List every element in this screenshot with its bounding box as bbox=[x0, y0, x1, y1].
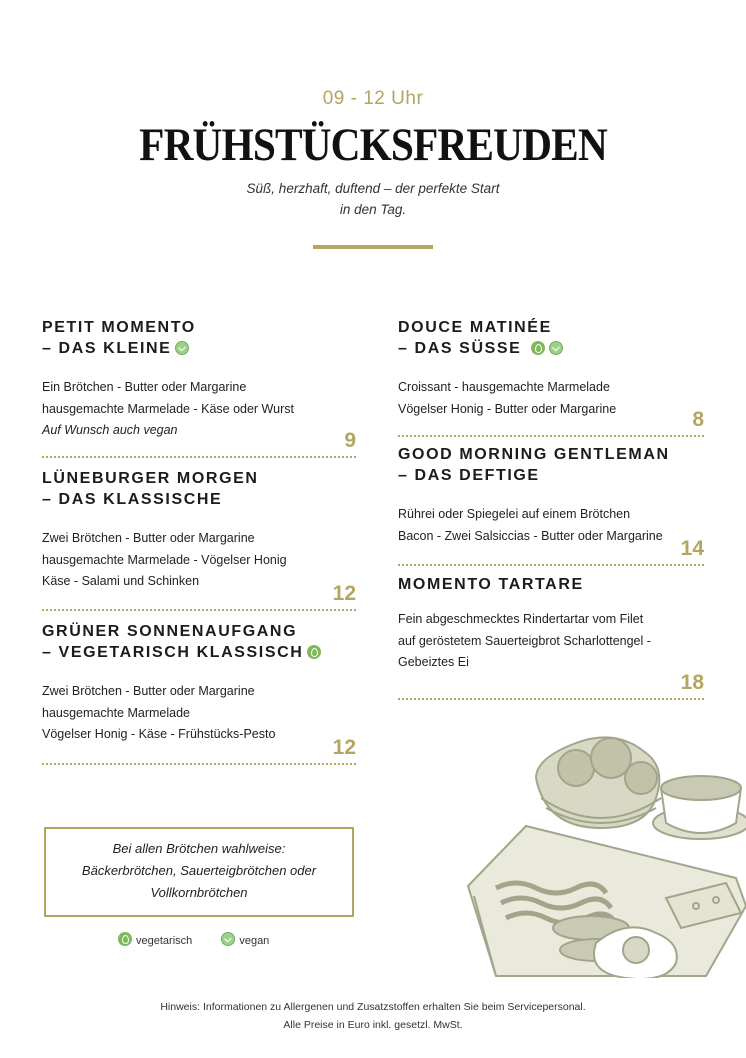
item-title: GRÜNER SONNENAUFGANG – VEGETARISCH KLASSISCH bbox=[42, 621, 356, 663]
vegan-icon bbox=[221, 932, 235, 946]
info-line: Vollkornbrötchen bbox=[150, 885, 248, 900]
item-title: PETIT MOMENTO – DAS KLEINE bbox=[42, 319, 196, 357]
item-title: GOOD MORNING GENTLEMAN – DAS DEFTIGE bbox=[398, 446, 670, 484]
item-description: Zwei Brötchen - Butter oder Margarine hausgemachte Marmelade - Vögelser Honig Käse - Salami und Schinken bbox=[42, 531, 287, 588]
vegetarian-icon bbox=[531, 341, 545, 355]
item-price: 8 bbox=[692, 408, 704, 431]
item-description: Croissant - hausgemachte Marmelade Vögelser Honig - Butter oder Margarine bbox=[398, 380, 617, 416]
subtitle-line: Süß, herzhaft, duftend – der perfekte Start bbox=[246, 181, 500, 196]
item-price: 9 bbox=[344, 429, 356, 452]
item-price: 14 bbox=[680, 537, 704, 560]
title-divider bbox=[313, 245, 433, 249]
page-subtitle bbox=[223, 178, 523, 220]
vegetarian-icon bbox=[307, 645, 321, 659]
subtitle-line: in den Tag. bbox=[339, 202, 407, 217]
vegetarian-icon bbox=[118, 932, 132, 946]
info-line: Bei allen Brötchen wahlweise: bbox=[112, 841, 286, 856]
info-line: Bäckerbrötchen, Sauerteigbrötchen oder bbox=[81, 863, 317, 878]
dietary-legend bbox=[118, 932, 295, 947]
service-hours: 09 - 12 Uhr bbox=[322, 88, 424, 109]
menu-item-gruener-sonnenaufgang bbox=[42, 621, 356, 764]
page-title: FRÜHSTÜCKSFREUDEN bbox=[139, 119, 607, 171]
item-title: MOMENTO TARTARE bbox=[398, 576, 584, 593]
item-title: LÜNEBURGER MORGEN – DAS KLASSISCHE bbox=[42, 470, 259, 508]
item-description: Fein abgeschmecktes Rindertartar vom Filet auf geröstetem Sauerteigbrot Scharlottengel - Gebeiztes Ei bbox=[398, 612, 651, 669]
item-price: 12 bbox=[332, 582, 356, 605]
bread-choice-box bbox=[44, 827, 354, 917]
dotted-divider bbox=[398, 435, 704, 437]
item-description: Zwei Brötchen - Butter oder Margarine hausgemachte Marmelade Vögelser Honig - Käse - Frühstücks-Pesto bbox=[42, 684, 276, 741]
legend-label-vegan: vegan bbox=[239, 935, 270, 947]
item-note: Auf Wunsch auch vegan bbox=[42, 423, 178, 437]
dotted-divider bbox=[398, 698, 704, 700]
footer-notes bbox=[0, 998, 746, 1034]
breakfast-illustration bbox=[456, 728, 746, 978]
menu-item-good-morning-gentleman bbox=[398, 444, 704, 565]
legend-label-vegetarian: vegetarisch bbox=[136, 935, 193, 947]
item-description: Ein Brötchen - Butter oder Margarine hausgemachte Marmelade - Käse oder Wurst Auf Wunsch auch vegan bbox=[42, 377, 356, 442]
dotted-divider bbox=[42, 763, 356, 765]
vegan-icon bbox=[549, 341, 563, 355]
item-title: DOUCE MATINÉE – DAS SÜSSE bbox=[398, 317, 704, 359]
vegan-icon bbox=[175, 341, 189, 355]
menu-item-douce-matinee bbox=[398, 317, 704, 437]
item-description: Rührei oder Spiegelei auf einem Brötchen Bacon - Zwei Salsiccias - Butter oder Margarine bbox=[398, 507, 663, 543]
price-note: Alle Preise in Euro inkl. gesetzl. MwSt. bbox=[283, 1019, 463, 1031]
menu-item-momento-tartare bbox=[398, 574, 704, 699]
item-price: 18 bbox=[680, 671, 704, 694]
item-price: 12 bbox=[332, 736, 356, 759]
dotted-divider bbox=[42, 609, 356, 611]
menu-item-lueneburger-morgen bbox=[42, 468, 356, 610]
menu-item-petit-momento bbox=[42, 317, 356, 457]
allergen-note: Hinweis: Informationen zu Allergenen und Zusatzstoffen erhalten Sie beim Servicepersonal. bbox=[160, 1001, 586, 1013]
dotted-divider bbox=[42, 456, 356, 458]
dotted-divider bbox=[398, 564, 704, 566]
